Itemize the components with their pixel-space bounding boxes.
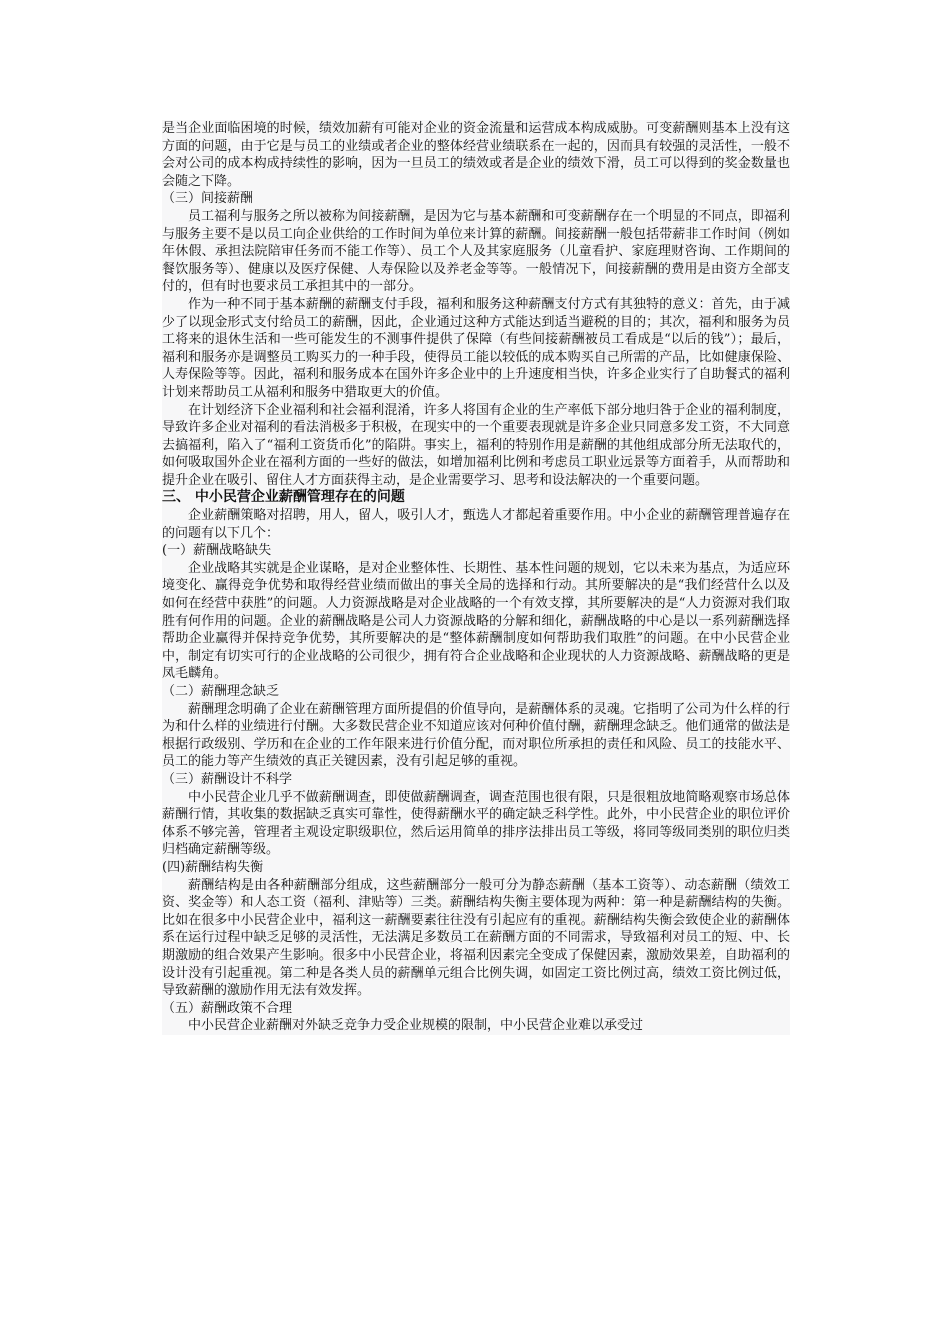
- paragraph-5: 企业薪酬策略对招聘，用人，留人，吸引人才，甄选人才都起着重要作用。中小企业的薪酬管理普遍存在的问题有以下几个：: [162, 508, 790, 541]
- section-heading-three: 三、 中小民营企业薪酬管理存在的问题: [162, 489, 405, 506]
- subheading-indirect-pay: （三）间接薪酬: [162, 191, 254, 207]
- paragraph-2: 员工福利与服务之所以被称为间接薪酬，是因为它与基本薪酬和可变薪酬存在一个明显的不同点，即福利与服务主要不是以员工向企业供给的工作时间为单位来计算的薪酬。间接薪酬一般包括带薪非工作时间（例如年休假、承担法院陪审任务而不能工作等）、员工个人及其家庭服务（儿童看护、家庭理财咨询、工作期间的餐饮服务等）、健康以及医疗保健、人寿保险以及养老金等等。一般情况下，间接薪酬的费用是由资方全部支付的，但有时也要求员工承担其中的一部分。: [162, 208, 790, 295]
- paragraph-4: 在计划经济下企业福利和社会福利混淆，许多人将国有企业的生产率低下部分地归咎于企业的福利制度，导致许多企业对福利的看法消极多于积极，在现实中的一个重要表现就是许多企业只同意多发工资，不大同意去搞福利，陷入了“福利工资货币化”的陷阱。事实上，福利的特别作用是薪酬的其他组成部分所无法取代的，如何吸取国外企业在福利方面的一些好的做法，如增加福利比例和考虑员工职业远景等方面着手，从而帮助和提升企业在吸引、留住人才方面获得主动，是企业需要学习、思考和设法解决的一个重要问题。: [162, 402, 790, 488]
- document-body: [162, 120, 790, 1035]
- paragraph-8: 中小民营企业几乎不做薪酬调查，即使做薪酬调查，调查范围也很有限，只是很粗放地简略观察市场总体薪酬行情，其收集的数据缺乏真实可靠性，使得薪酬水平的确定缺乏科学性。此外，中小民营企业的职位评价体系不够完善，管理者主观设定职级职位，然后运用简单的排序法排出员工等级，将同等级同类别的职位归类归档确定薪酬等级。: [162, 789, 790, 858]
- paragraph-6: 企业战略其实就是企业谋略，是对企业整体性、长期性、基本性问题的规划，它以未来为基点，为适应环境变化、赢得竞争优势和取得经营业绩而做出的事关全局的选择和行动。其所要解决的是“我们经营什么以及如何在经营中获胜”的问题。人力资源战略是对企业战略的一个有效支撑，其所要解决的是“人力资源对我们取胜有何作用的问题。企业的薪酬战略是公司人力资源战略的分解和细化，薪酬战略的中心是以一系列薪酬选择帮助企业赢得并保持竞争优势，其所要解决的是“整体薪酬制度如何帮助我们取胜”的问题。在中小民营企业中，制定有切实可行的企业战略的公司很少，拥有符合企业战略和企业现状的人力资源战略、薪酬战略的更是凤毛麟角。: [162, 560, 790, 682]
- subheading-design: （三）薪酬设计不科学: [162, 771, 293, 787]
- paragraph-3: 作为一种不同于基本薪酬的薪酬支付手段，福利和服务这种薪酬支付方式有其独特的意义：首先，由于减少了以现金形式支付给员工的薪酬，因此，企业通过这种方式能达到适当避税的目的；其次，福利和服务为员工将来的退休生活和一些可能发生的不测事件提供了保障（有些间接薪酬被员工看成是“以后的钱”）；最后，福利和服务亦是调整员工购买力的一种手段，使得员工能以较低的成本购买自己所需的产品，比如健康保险、人寿保险等等。因此，福利和服务成本在国外许多企业中的上升速度相当快，许多企业实行了自助餐式的福利计划来帮助员工从福利和服务中猎取更大的价值。: [162, 296, 790, 400]
- subheading-strategy: (一）薪酬战略缺失: [162, 543, 272, 559]
- paragraph-7: 薪酬理念明确了企业在薪酬管理方面所提倡的价值导向，是薪酬体系的灵魂。它指明了公司为什么样的行为和什么样的业绩进行付酬。大多数民营企业不知道应该对何种价值付酬，薪酬理念缺乏。他们通常的做法是根据行政级别、学历和在企业的工作年限来进行价值分配，而对职位所承担的责任和风险、员工的技能水平、员工的能力等产生绩效的真正关键因素，没有引起足够的重视。: [162, 701, 790, 770]
- subheading-structure: (四)薪酬结构失衡: [162, 859, 264, 875]
- paragraph-1: 是当企业面临困境的时候，绩效加薪有可能对企业的资金流量和运营成本构成威胁。可变薪酬则基本上没有这方面的问题，由于它是与员工的业绩或者企业的整体经营业绩联系在一起的，因而具有较强的灵活性，一般不会对公司的成本构成持续性的影响，因为一旦员工的绩效或者是企业的绩效下滑，员工可以得到的奖金数量也会随之下降。: [162, 121, 790, 189]
- subheading-policy: （五）薪酬政策不合理: [162, 1000, 293, 1016]
- paragraph-10: 中小民营企业薪酬对外缺乏竞争力受企业规模的限制，中小民营企业难以承受过: [188, 1018, 644, 1034]
- subheading-philosophy: （二）薪酬理念缺乏: [162, 684, 280, 699]
- paragraph-9: 薪酬结构是由各种薪酬部分组成，这些薪酬部分一般可分为静态薪酬（基本工资等）、动态薪酬（绩效工资、奖金等）和人态工资（福利、津贴等）三类。薪酬结构失衡主要体现为两种：第一种是薪酬结构的失衡。比如在很多中小民营企业中，福利这一薪酬要素往往没有引起应有的重视。薪酬结构失衡会致使企业的薪酬体系在运行过程中缺乏足够的灵活性，无法满足多数员工在薪酬方面的不同需求，导致福利对员工的短、中、长期激励的组合效果产生影响。很多中小民营企业，将福利因素完全变成了保健因素，激励效果差，自助福利的设计没有引起重视。第二种是各类人员的薪酬单元组合比例失调，如固定工资比例过高，绩效工资比例过低，导致薪酬的激励作用无法有效发挥。: [162, 877, 790, 999]
